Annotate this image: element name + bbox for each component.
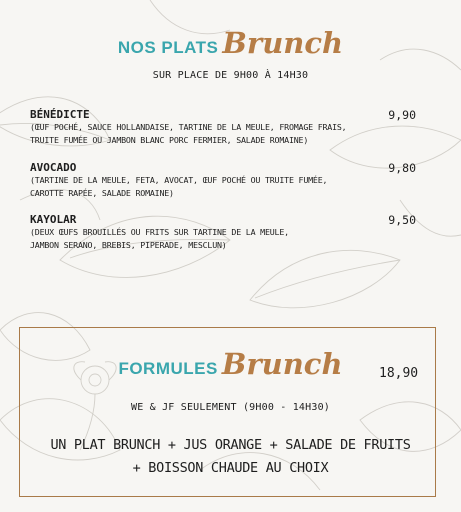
item-name: AVOCADO <box>30 161 77 174</box>
formule-title-script: Brunch <box>221 347 343 381</box>
item-desc-line: (TARTINE DE LA MEULE, FETA, AVOCAT, ŒUF POCHÉ OU TRUITE FUMÉE, <box>30 175 328 185</box>
title-plain-text: NOS PLATS <box>117 38 219 57</box>
item-desc-line: TRUITE FUMÉE OU JAMBON BLANC PORC FERMIER, SALADE ROMAINE) <box>30 135 309 145</box>
menu-item-kayolar <box>30 213 430 252</box>
formule-offer-line: UN PLAT BRUNCH + JUS ORANGE + SALADE DE FRUITS <box>50 437 411 453</box>
formule-price: 18,90 <box>379 366 419 381</box>
formule-offer-line: + BOISSON CHAUDE AU CHOIX <box>132 460 329 476</box>
item-name: BÉNÉDICTE <box>30 108 90 121</box>
formule-hours: WE & JF SEULEMENT (9H00 - 14H30) <box>130 402 331 413</box>
title-script-text: Brunch <box>222 26 344 60</box>
item-price: 9,50 <box>388 213 416 227</box>
item-desc-line: (ŒUF POCHÉ, SAUCE HOLLANDAISE, TARTINE DE LA MEULE, FROMAGE FRAIS, <box>30 122 347 132</box>
service-hours: SUR PLACE DE 9H00 À 14H30 <box>152 70 309 81</box>
item-desc-line: JAMBON SERANO, BREBIS, PIPERADE, MESCLUN) <box>30 240 227 250</box>
item-desc-line: CAROTTE RAPÉE, SALADE ROMAINE) <box>30 188 174 198</box>
formule-title-plain: FORMULES <box>118 359 218 378</box>
item-name: KAYOLAR <box>30 213 77 226</box>
item-price: 9,80 <box>388 161 416 175</box>
item-desc-line: (DEUX ŒUFS BROUILLÉS OU FRITS SUR TARTINE DE LA MEULE, <box>30 227 289 237</box>
menu-item-benedicte <box>30 108 430 147</box>
section-title-plats <box>0 26 461 60</box>
menu-item-avocado <box>30 161 430 200</box>
item-price: 9,90 <box>388 108 416 122</box>
